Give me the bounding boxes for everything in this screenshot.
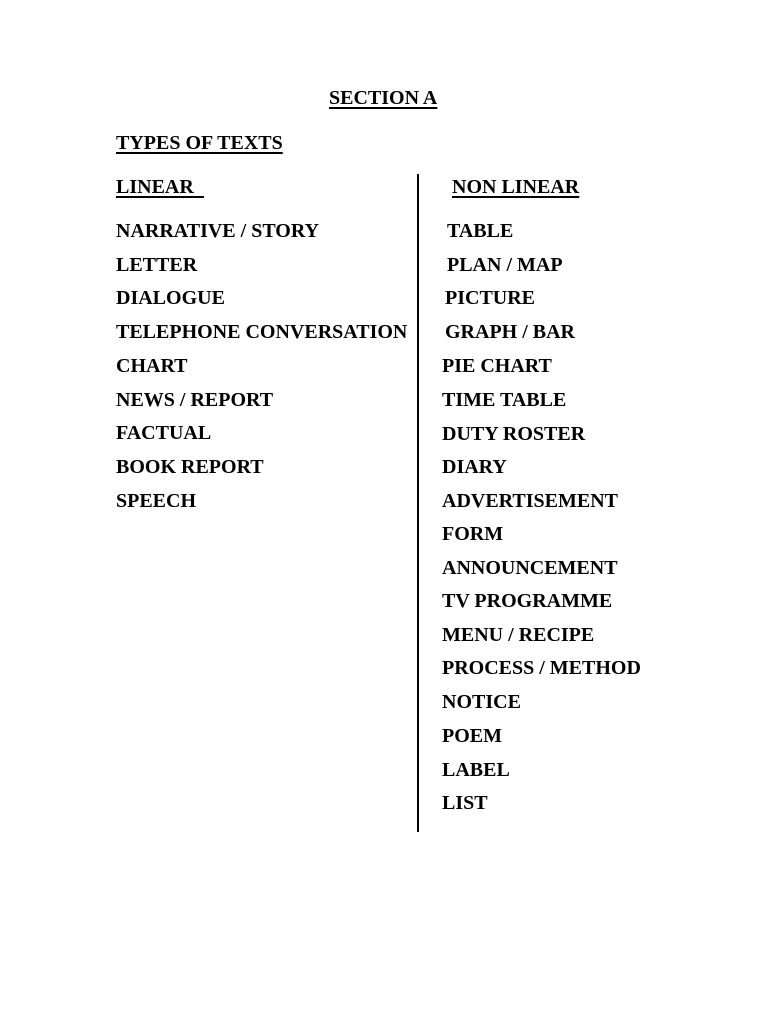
non-linear-list-item: PICTURE bbox=[445, 287, 536, 309]
linear-list-item: DIALOGUE bbox=[116, 287, 225, 309]
linear-list-item: TELEPHONE CONVERSATION bbox=[116, 321, 408, 343]
linear-heading-text: LINEAR bbox=[116, 176, 194, 198]
linear-list-item: CHART bbox=[116, 355, 188, 377]
non-linear-list-item: MENU / RECIPE bbox=[442, 624, 595, 646]
non-linear-list-item: PLAN / MAP bbox=[447, 254, 563, 276]
linear-list-item: NARRATIVE / STORY bbox=[116, 220, 320, 242]
non-linear-list-item: PROCESS / METHOD bbox=[442, 657, 641, 679]
section-title: SECTION A bbox=[329, 87, 438, 109]
non-linear-list-item: LABEL bbox=[442, 759, 510, 781]
non-linear-list-item: ADVERTISEMENT bbox=[442, 490, 618, 512]
non-linear-list-item: PIE CHART bbox=[442, 355, 552, 377]
linear-list-item: SPEECH bbox=[116, 490, 197, 512]
non-linear-list-item: FORM bbox=[442, 523, 504, 545]
non-linear-list-item: DUTY ROSTER bbox=[442, 423, 586, 445]
linear-list-item: BOOK REPORT bbox=[116, 456, 264, 478]
linear-list-item: NEWS / REPORT bbox=[116, 389, 274, 411]
non-linear-list-item: GRAPH / BAR bbox=[445, 321, 575, 343]
non-linear-list-item: DIARY bbox=[442, 456, 507, 478]
linear-list-item: FACTUAL bbox=[116, 422, 212, 444]
non-linear-list-item: NOTICE bbox=[442, 691, 521, 713]
types-of-texts-heading: TYPES OF TEXTS bbox=[116, 132, 283, 154]
linear-column-heading bbox=[116, 175, 204, 199]
non-linear-list-item: TABLE bbox=[447, 220, 514, 242]
non-linear-list-item: ANNOUNCEMENT bbox=[442, 557, 618, 579]
non-linear-list-item: TIME TABLE bbox=[442, 389, 567, 411]
linear-list-item: LETTER bbox=[116, 254, 198, 276]
column-divider bbox=[417, 174, 419, 832]
non-linear-list-item: TV PROGRAMME bbox=[442, 590, 613, 612]
non-linear-list-item: POEM bbox=[442, 725, 502, 747]
non-linear-column-heading: NON LINEAR bbox=[452, 176, 580, 198]
non-linear-list-item: LIST bbox=[442, 792, 488, 814]
